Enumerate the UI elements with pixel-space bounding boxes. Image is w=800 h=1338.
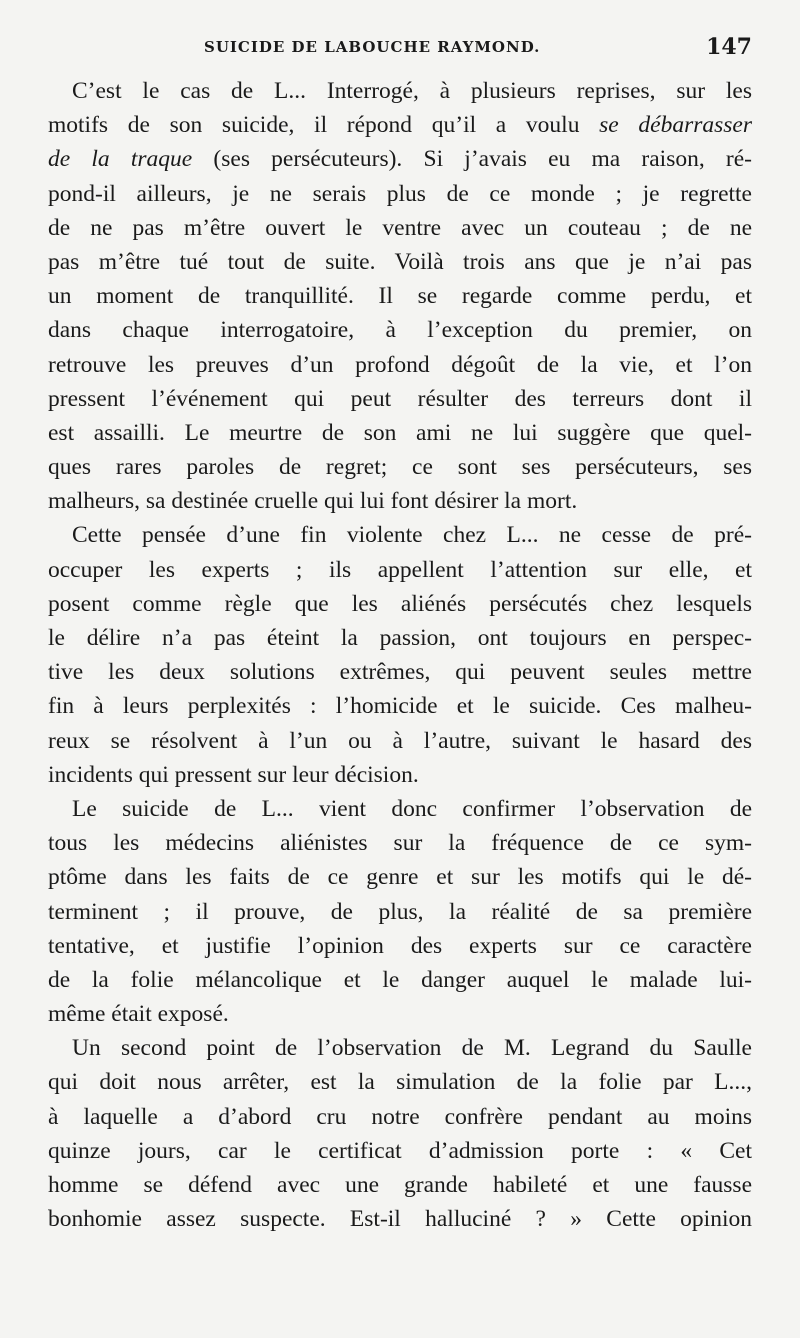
text-line: tive les deux solutions extrêmes, qui peuvent seules mettre: [48, 659, 752, 686]
text-line: ques rares paroles de regret; ce sont ses persécuteurs, ses: [48, 454, 752, 481]
text-line: fin à leurs perplexités : l’homicide et le suicide. Ces malheu-: [48, 693, 752, 720]
paragraph-1: [48, 74, 752, 518]
text-line: à laquelle a d’abord cru notre confrère pendant au moins: [48, 1103, 752, 1130]
text-line: de la traque (ses persécuteurs). Si j’avais eu ma raison, ré-: [48, 146, 752, 173]
text-line: pas m’être tué tout de suite. Voilà trois ans que je n’ai pas: [48, 248, 752, 275]
italic-phrase: se débarrasser: [599, 112, 752, 139]
text-line: occuper les experts ; ils appellent l’attention sur elle, et: [48, 556, 752, 583]
text-line: le délire n’a pas éteint la passion, ont toujours en perspec-: [48, 625, 752, 651]
page-header: [48, 30, 752, 74]
body-text: [48, 74, 752, 1236]
text-line: tous les médecins aliénistes sur la fréquence de ce sym-: [48, 830, 752, 857]
text-line: quinze jours, car le certificat d’admission porte : « Cet: [48, 1137, 752, 1164]
text-line: est assailli. Le meurtre de son ami ne lui suggère que quel-: [48, 419, 752, 446]
text-line: dans chaque interrogatoire, à l’exception du premier, on: [48, 317, 752, 344]
text-line: de la folie mélancolique et le danger auquel le malade lui-: [48, 966, 752, 993]
paragraph-2: [48, 518, 752, 792]
text-line: même était exposé.: [48, 1001, 229, 1028]
text-line: homme se défend avec une grande habileté et une fausse: [48, 1172, 752, 1198]
text-line: tentative, et justifie l’opinion des experts sur ce caractère: [48, 932, 752, 959]
text-line: Un second point de l’observation de M. Legrand du Saulle: [72, 1035, 752, 1062]
text-line: un moment de tranquillité. Il se regarde comme perdu, et: [48, 283, 752, 310]
text-line: bonhomie assez suspecte. Est-il halluciné ? » Cette opinion: [48, 1206, 752, 1233]
page-number: 147: [706, 34, 752, 60]
text-line: malheurs, sa destinée cruelle qui lui font désirer la mort.: [48, 488, 578, 515]
text-line: retrouve les preuves d’un profond dégoût de la vie, et l’on: [48, 351, 752, 378]
text-line: pressent l’événement qui peut résulter des terreurs dont il: [48, 385, 752, 412]
text-line: posent comme règle que les aliénés persécutés chez lesquels: [48, 590, 752, 617]
text-line: qui doit nous arrêter, est la simulation de la folie par L...,: [48, 1069, 752, 1096]
text-line: Cette pensée d’une fin violente chez L... ne cesse de pré-: [72, 522, 752, 549]
text-line: de ne pas m’être ouvert le ventre avec un couteau ; de ne: [48, 214, 752, 241]
text-line: ptôme dans les faits de ce genre et sur les motifs qui le dé-: [48, 864, 752, 891]
text-line: incidents qui pressent sur leur décision.: [48, 761, 419, 788]
text-line: terminent ; il prouve, de plus, la réalité de sa première: [48, 898, 752, 925]
italic-phrase: de la traque: [48, 146, 193, 173]
text-line: Le suicide de L... vient donc confirmer l’observation de: [72, 795, 752, 822]
paragraph-3: [48, 792, 752, 1031]
text-line: reux se résolvent à l’un ou à l’autre, suivant le hasard des: [48, 727, 752, 754]
text-line: pond-il ailleurs, je ne serais plus de ce monde ; je regrette: [48, 180, 752, 207]
text-line: motifs de son suicide, il répond qu’il a voulu se débarrasser: [48, 112, 752, 139]
running-head: SUICIDE DE LABOUCHE RAYMOND.: [204, 38, 541, 56]
text-line: C’est le cas de L... Interrogé, à plusieurs reprises, sur les: [72, 78, 752, 104]
paragraph-4: [48, 1031, 752, 1236]
